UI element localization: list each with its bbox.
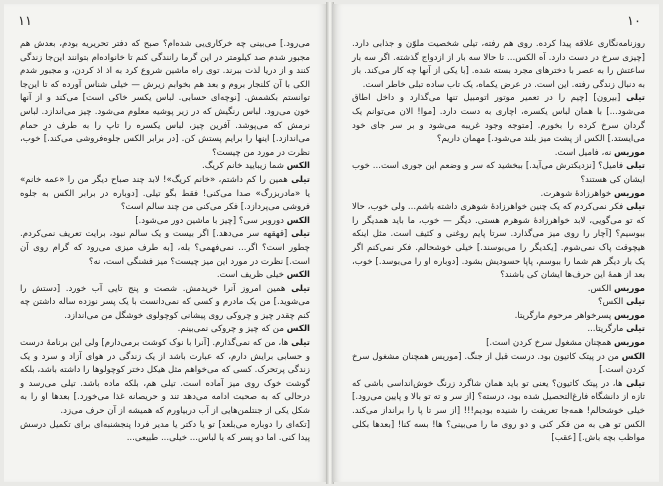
dialogue-paragraph	[352, 160, 645, 187]
right-page-number: ۱۰	[627, 14, 641, 29]
dialogue-text: ها، در پیتک کاتیون؟ یعنی تو باید همان شاگرد زرنگ خوش‌انداسی باشی که تازه از دانشگاه فارغ‌التحصیل شده بود، درسته؟ [از سر و ته تو بالا و پایین می‌رود.] خیلی خوشحالم! همه‌جا تعریفت را شنیده بودیم!!! [از سر تا پا را برانداز می‌کند. الکس تو هی به من فکر کنی و دو روی ما را می‌بینی؟ ها! بسه کنا! [بعدها بکلی مواظب بچه باش.] [عقب]	[352, 378, 645, 444]
dialogue-paragraph	[352, 296, 645, 310]
dialogue-paragraph	[352, 310, 645, 324]
dialogue-text: می‌رود.] می‌بینی چه خرکاری‌یی شده‌ام؟ صبح که دفتر تحریریه بودم، بعدش هم مجبور شدم صد کیلومتر در این گرما رانندگی کنم تا خانواده‌ام بتوانند این‌جا زندگی کنند و از دریا لذت ببرند. توی راه ماشین شروع کرد به اذ‌ اذ‌ کردن، و مجبور شدم الکی با آن کلنجار بروم و بعد هم بخوابم زیرش — خیلی شناس آورده که تا این‌جا توانستم بکشمش. [نوچه‌ای حسابی. لباس یکسر خاکی است] می‌کند و از آنها خون می‌رود. لباس رنگیش که در زیر پوشیه معلوم می‌شود. چیز می‌اندازد. لباس نرمش که می‌پوشد. آفرین چیز، لباس یکسره را تاپ را به طرف درِ حمام می‌اندازد.] اینها را برایم پستش کن. [در برابر الکس جلوه‌فروشی می‌کند.] خوب، نظرت در مورد من چیست؟	[20, 39, 310, 158]
dialogue-paragraph	[20, 269, 310, 283]
dialogue-text: [قهقهه سر می‌دهد.] اگر بیست و یک سالم نبود، برایت تعریف نمی‌کردم. چطور است؟ اگر... نمی‌فهمی؟ بله، [به طرف میزی می‌رود که گرام روی آن است.] نظرت در مورد این میز چیست؟ میز فشنگی است، نه؟	[20, 229, 310, 267]
dialogue-paragraph	[20, 419, 310, 446]
dialogue-text: من که چیز و چروکی نمی‌بینم.	[177, 324, 284, 335]
dialogue-paragraph	[20, 337, 310, 419]
speaker-name: موریس	[613, 147, 645, 158]
dialogue-paragraph	[352, 201, 645, 283]
dialogue-paragraph	[20, 160, 310, 174]
dialogue-text: روزنامه‌نگاری علاقه پیدا کرده. روی هم رفته، تیلی شخصیت ملوّن و جذابی دارد. [چیزی سرخ در دست دارد. آه الکس... تا حالا سه بار از ازدواج گذشته. اگر سه بار ساعتش را به عصر با دخترهای مجرد بسته شده. [با یکی از آنها چه کار می‌کند. باز به دنبال زندگی رفته. این است. در عرض یکماه، یک تاب ساده تبلی خاطر است.	[352, 39, 645, 90]
dialogue-text: الکس.	[587, 283, 612, 294]
dialogue-paragraph	[352, 92, 645, 146]
dialogue-text: فکر نمی‌کردم که یک چنین خواهرزادهٔ شوهری داشته باشم... ولی خوب، حالا که تو می‌گویی، لابد خواهرزادهٔ شوهرم هستی. دیگر — خوب، ما باید همدیگر را ببوسیم؟ [آچار را روی میز می‌گذارد. سرتا پایم روغنی و کثیف است. مثل اینکه هیچوقت پاک نمی‌شوم. [یکدیگر را می‌بوسند.] خیلی خوشحالم. فکر نمی‌کنم اگر یک بار دیگر هم شما را ببوسم، پاپا حسودیش بشود. [دوباره او را می‌بوسد.] خوب، بعد از همهٔ این حرف‌ها ایشان کی باشند؟	[352, 202, 645, 281]
speaker-name: موریس	[613, 338, 645, 349]
dialogue-text: همین امروز آنرا خریدمش. شصت و پنج تایی آب خورد. [دستش را می‌شوید.] من یک مادرم و کسی که نمی‌دانست با یک پسر نوزده ساله داشتن چه کنم چقدر چیز و چروکی روی پیشانی کوچولوی خوشگل من می‌اندازد.	[20, 283, 310, 321]
left-page-body	[20, 38, 310, 446]
dialogue-paragraph	[20, 38, 310, 160]
speaker-name: الکس	[286, 270, 310, 281]
speaker-name: تیلی	[291, 229, 310, 240]
dialogue-text: فامیل؟ [نزدیکترش می‌آید.] ببخشید که سر و وضعم این جوری است... خوب ایشان کی هستند؟	[352, 161, 645, 185]
dialogue-paragraph	[20, 323, 310, 337]
dialogue-paragraph	[20, 228, 310, 269]
speaker-name: الکس	[286, 324, 310, 335]
dialogue-text: [تکه‌ای را دوباره می‌بلعد] تو یا دکتر یا مدیر فردا پنجشنبه‌ای برای تکمیل درسش پیدا کنی. اما دو پسر که یا لباس... خیلی... طبیعی...	[20, 419, 310, 444]
dialogue-paragraph	[20, 215, 310, 229]
speaker-name: الکس	[286, 161, 310, 172]
speaker-name: تیلی	[291, 283, 310, 294]
dialogue-text: دوروبر سی؟ [چیز با ماشین دور می‌شود.]	[135, 215, 284, 226]
speaker-name: موریس	[613, 310, 645, 321]
dialogue-text: پسرخواهر مرحوم مارگریتا.	[514, 310, 612, 321]
speaker-name: الکس	[286, 215, 310, 226]
dialogue-text: همین را کم داشتم، «خانم کریگ»! لابد چند صباح دیگر من را «عمه خانم» یا «مادربزرگ» صدا می‌کنی! فقط بگو تیلی. [دوباره در برابر الکس به جلوه فروشی می‌پردازد.] فکر می‌کنی من چند سالم است؟	[20, 174, 310, 213]
dialogue-paragraph	[20, 174, 310, 215]
speaker-name: تیلی	[626, 324, 645, 335]
dialogue-paragraph	[352, 351, 645, 378]
speaker-name: تیلی	[626, 378, 645, 389]
dialogue-paragraph	[352, 323, 645, 337]
dialogue-paragraph	[352, 378, 645, 446]
speaker-name: الکس	[621, 351, 645, 362]
dialogue-text: خیلی ظریف است.	[216, 270, 284, 281]
dialogue-paragraph	[352, 337, 645, 351]
dialogue-text: خواهرزادهٔ شوهرت.	[540, 188, 612, 199]
dialogue-paragraph	[20, 283, 310, 324]
speaker-name: موریس	[613, 283, 645, 294]
dialogue-text: ها، من که نمی‌گذارم. [آنرا با نوک کوشت برمی‌دارم] ولی این برنامهٔ درست و حسابی برایش دارم، که عبارت باشد از یک زندگی در هوای آزاد و سرد و یک زندگی پرتحرک. کسی که می‌خواهم مثل هیکل دختر کوچولوها را داشته باشد، بلکه گوشت خوک روی میز آماده است. تیلی هم، بلکه ماده باشد. تیلی می‌رسد و درحالی که به صحبت ادامه می‌دهد تند و حریصانه غذا می‌خورد.] بعدها او را به شکل یکی از جنتلمن‌هایی از آب دربیاورم که همیشه از آن حرف می‌زد.	[20, 338, 310, 417]
speaker-name: تیلی	[626, 161, 645, 172]
dialogue-text: همچنان مشغول سرخ کردن است.]	[486, 338, 612, 349]
dialogue-text: مارگریتا...	[587, 324, 624, 335]
left-page-number: ۱۱	[18, 14, 32, 29]
dialogue-text: الکس؟	[598, 297, 624, 308]
speaker-name: تیلی	[291, 338, 311, 349]
left-page	[4, 4, 328, 482]
dialogue-paragraph	[352, 38, 645, 92]
right-page	[332, 4, 659, 482]
dialogue-paragraph	[352, 147, 645, 161]
speaker-name: موریس	[613, 188, 645, 199]
dialogue-paragraph	[352, 188, 645, 202]
speaker-name: تیلی	[626, 93, 646, 104]
dialogue-text: من در پیتک کاتیون بود. درست قبل از جنگ. [موریس همچنان مشغول سرخ کردن است.]	[352, 351, 645, 376]
speaker-name: تیلی	[626, 202, 645, 213]
dialogue-text: نه، فامیل است.	[554, 147, 612, 158]
dialogue-text: [بیرون] [چیم را در تعمیر موتور اتومبیل تنها می‌گذارد و داخل اطاق می‌شود...] با همان لباس یکسره، اچاری به دست دارد. [موا! الان می‌توانم یک گردان سرخ کرده را بخورم. [متوجه وجود غریبه می‌شود و بر سر جای خود می‌ایستد.] الکس از پشت میز بلند می‌شود.] مهمان داریم؟	[352, 93, 645, 145]
speaker-name: تیلی	[291, 174, 311, 185]
right-page-body	[352, 38, 645, 446]
dialogue-text: شما زیبایید خانم کریگ.	[202, 161, 284, 172]
speaker-name: تیلی	[626, 297, 645, 308]
dialogue-paragraph	[352, 283, 645, 297]
